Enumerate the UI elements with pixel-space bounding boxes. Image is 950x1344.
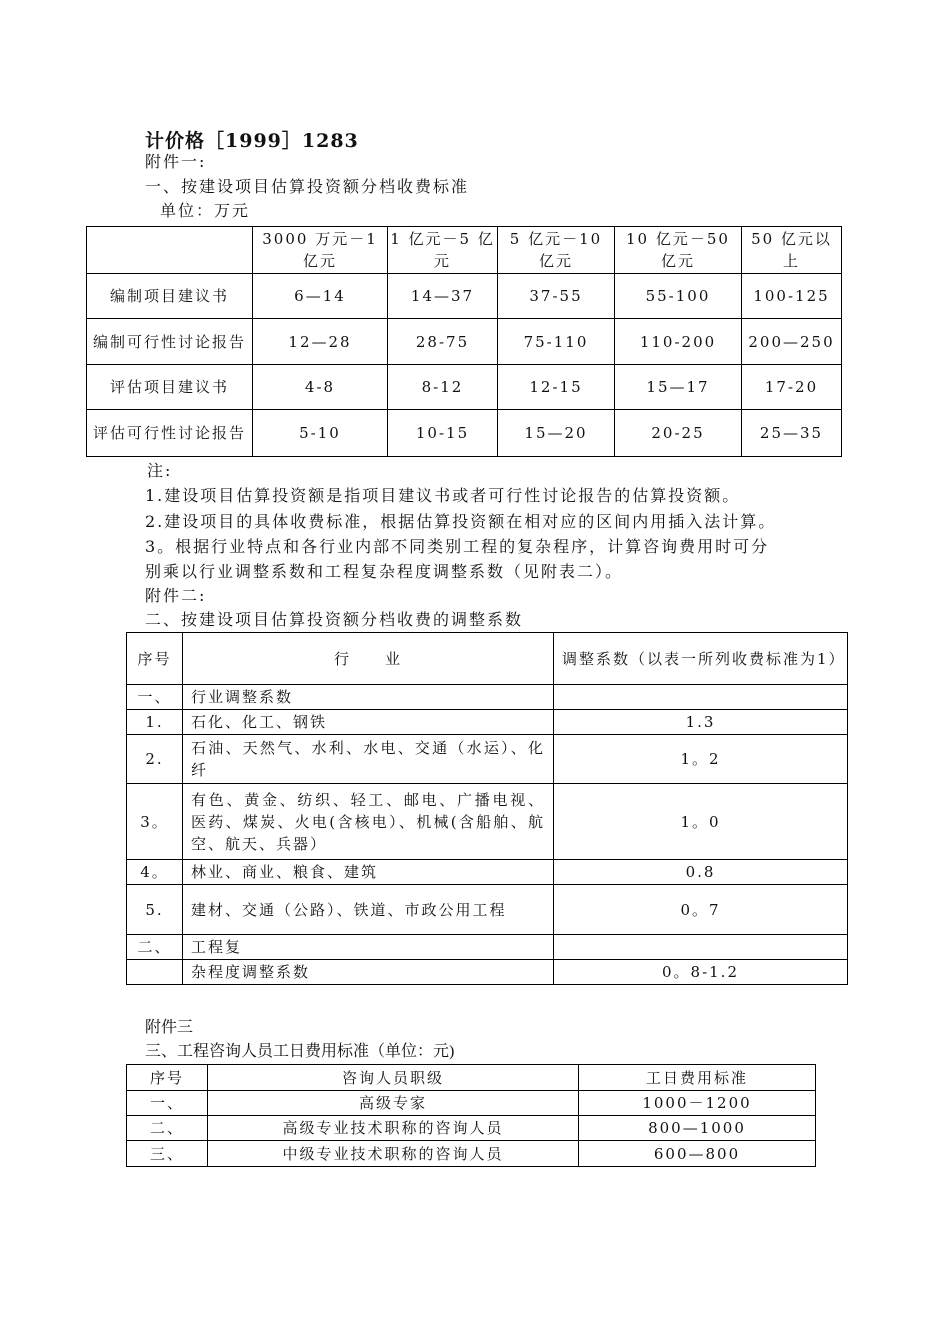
coefficient-value: 0。7: [554, 885, 848, 935]
table-cell: 37-55: [498, 274, 615, 319]
adjustment-coefficient-table: [126, 632, 848, 985]
table-header-cell: 序号: [127, 1065, 208, 1091]
attachment2-label: 附件二:: [145, 586, 207, 605]
table-header-cell: 10 亿元－50 亿元: [615, 227, 742, 274]
row-number: 一、: [127, 685, 183, 710]
table-cell: 17-20: [742, 365, 842, 410]
attachment3-label: 附件三: [145, 1017, 194, 1036]
table-header-cell: 行 业: [183, 633, 554, 685]
table-cell: 5-10: [253, 410, 388, 457]
daily-fee-table: [126, 1064, 816, 1167]
row-label: 评估项目建议书: [87, 365, 253, 410]
table-header-cell: 序号: [127, 633, 183, 685]
table-header-row: [127, 633, 848, 685]
table-cell: 6—14: [253, 274, 388, 319]
table-row: [127, 1116, 816, 1141]
coefficient-value: 0。8-1.2: [554, 960, 848, 985]
industry-name: 工程复: [183, 935, 554, 960]
industry-name: 有色、黄金、纺织、轻工、邮电、广播电视、医药、煤炭、火电(含核电）、机械(含船舶、航空、航天、兵器）: [183, 784, 554, 860]
table-cell: 8-12: [388, 365, 498, 410]
row-number: 3。: [127, 784, 183, 860]
industry-name: 石油、天然气、水利、水电、交通（水运）、化纤: [183, 735, 554, 784]
notes-label: 注:: [147, 461, 173, 480]
table-row: [87, 274, 842, 319]
table-row: [127, 1091, 816, 1116]
table-header-cell: 1 亿元－5 亿元: [388, 227, 498, 274]
industry-name: 建材、交通（公路）、铁道、市政公用工程: [183, 885, 554, 935]
row-number: 三、: [127, 1141, 208, 1167]
table-row: [87, 365, 842, 410]
table-row: [127, 860, 848, 885]
table-header-cell: 调整系数（以表一所列收费标准为1）: [554, 633, 848, 685]
row-number: 一、: [127, 1091, 208, 1116]
table-cell: 14—37: [388, 274, 498, 319]
section1-title: 一、按建设项目估算投资额分档收费标准: [145, 177, 470, 196]
industry-name: 林业、商业、粮食、建筑: [183, 860, 554, 885]
row-number: 4。: [127, 860, 183, 885]
table-header-row: [127, 1065, 816, 1091]
coefficient-value: 1.3: [554, 710, 848, 735]
table-row: [127, 710, 848, 735]
fee-standard-table: [86, 226, 842, 457]
note-item: 2.建设项目的具体收费标准，根据估算投资额在相对应的区间内用插入法计算。: [145, 512, 777, 531]
table-cell: 20-25: [615, 410, 742, 457]
table-row: [127, 1141, 816, 1167]
table-cell: 10-15: [388, 410, 498, 457]
consultant-level: 中级专业技术职称的咨询人员: [208, 1141, 579, 1167]
industry-name: 行业调整系数: [183, 685, 554, 710]
consultant-level: 高级专家: [208, 1091, 579, 1116]
note-item: 1.建设项目估算投资额是指项目建议书或者可行性讨论报告的估算投资额。: [145, 486, 741, 505]
daily-fee: 1000－1200: [579, 1091, 816, 1116]
table-cell: 12—28: [253, 319, 388, 365]
note-item: 3。根据行业特点和各行业内部不同类别工程的复杂程序，计算咨询费用时可分: [145, 537, 770, 556]
table-header-cell: 工日费用标准: [579, 1065, 816, 1091]
daily-fee: 800—1000: [579, 1116, 816, 1141]
table-cell: 25—35: [742, 410, 842, 457]
table-header-cell: 3000 万元－1 亿元: [253, 227, 388, 274]
row-number: 二、: [127, 935, 183, 960]
industry-name: 杂程度调整系数: [183, 960, 554, 985]
table-row: [127, 735, 848, 784]
table-header-cell: [87, 227, 253, 274]
note-item: 别乘以行业调整系数和工程复杂程度调整系数（见附表二）。: [145, 562, 624, 581]
table-cell: 55-100: [615, 274, 742, 319]
row-label: 评估可行性讨论报告: [87, 410, 253, 457]
row-number: 二、: [127, 1116, 208, 1141]
table-cell: 100-125: [742, 274, 842, 319]
table-row: [127, 935, 848, 960]
row-number: 5.: [127, 885, 183, 935]
table-row: [127, 784, 848, 860]
table-row: [87, 410, 842, 457]
row-number: 2.: [127, 735, 183, 784]
table-cell: 28-75: [388, 319, 498, 365]
table-row: [127, 960, 848, 985]
table-row: [127, 885, 848, 935]
section2-title: 二、按建设项目估算投资额分档收费的调整系数: [145, 610, 524, 629]
table-row: [87, 319, 842, 365]
table-cell: 12-15: [498, 365, 615, 410]
table-cell: 15—17: [615, 365, 742, 410]
table-row: [127, 685, 848, 710]
table-header-cell: 5 亿元－10 亿元: [498, 227, 615, 274]
table-header-cell: 50 亿元以上: [742, 227, 842, 274]
table-cell: 15—20: [498, 410, 615, 457]
industry-name: 石化、化工、钢铁: [183, 710, 554, 735]
coefficient-value: [554, 685, 848, 710]
table-cell: 75-110: [498, 319, 615, 365]
row-number: [127, 960, 183, 985]
coefficient-value: 1。2: [554, 735, 848, 784]
section3-title: 三、工程咨询人员工日费用标准（单位：元): [145, 1043, 455, 1060]
coefficient-value: 0.8: [554, 860, 848, 885]
table-header-row: [87, 227, 842, 274]
table-cell: 4-8: [253, 365, 388, 410]
document-title: 计价格［1999］1283: [145, 130, 359, 152]
consultant-level: 高级专业技术职称的咨询人员: [208, 1116, 579, 1141]
attachment1-label: 附件一:: [145, 152, 207, 171]
table-cell: 110-200: [615, 319, 742, 365]
unit-label: 单位：万元: [160, 201, 251, 220]
coefficient-value: 1。0: [554, 784, 848, 860]
table-cell: 200—250: [742, 319, 842, 365]
table-header-cell: 咨询人员职级: [208, 1065, 579, 1091]
row-label: 编制项目建议书: [87, 274, 253, 319]
row-number: 1.: [127, 710, 183, 735]
row-label: 编制可行性讨论报告: [87, 319, 253, 365]
coefficient-value: [554, 935, 848, 960]
daily-fee: 600—800: [579, 1141, 816, 1167]
